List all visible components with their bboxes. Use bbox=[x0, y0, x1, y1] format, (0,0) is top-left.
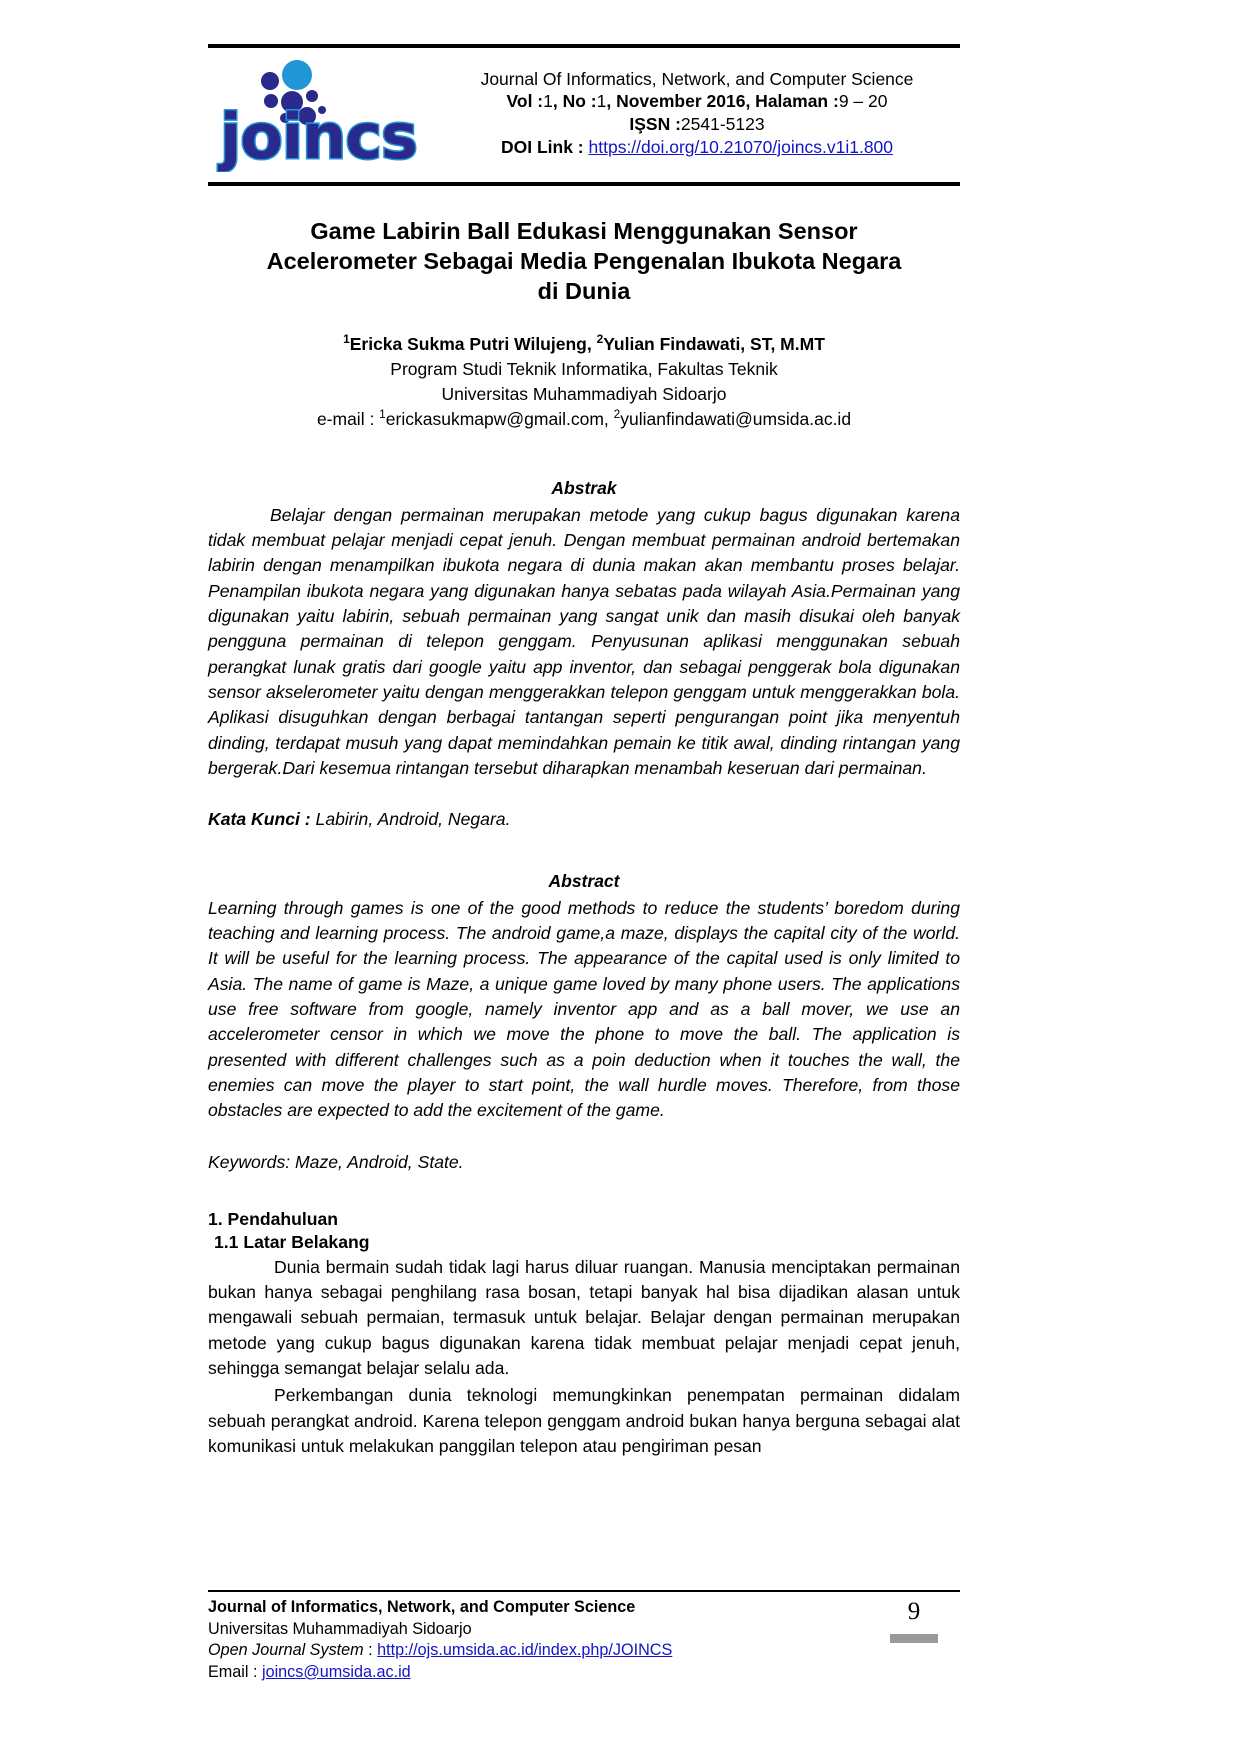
section-heading-1: 1. Pendahuluan bbox=[208, 1208, 339, 1229]
email-1: erickasukmapw@gmail.com, bbox=[385, 408, 614, 429]
author-1-name: Ericka Sukma Putri Wilujeng, bbox=[349, 334, 597, 355]
joincs-logo-icon bbox=[208, 54, 440, 172]
footer-ojs-link[interactable]: http://ojs.umsida.ac.id/index.php/JOINCS bbox=[377, 1641, 673, 1660]
author-block bbox=[208, 332, 960, 431]
vol-value: 1 bbox=[543, 91, 553, 112]
author-university: Universitas Muhammadiyah Sidoarjo bbox=[441, 383, 727, 404]
abstract-body: Learning through games is one of the good methods to reduce the students’ boredom during teaching and learning process. The android game,a maze, displays the capital city of the world. It will be useful for the learning process. The appearance of the capital used is only limited to Asia. The name of game is Maze, a unique game loved by many phone users. The applications use free software from google, namely inventor app and as a ball mover, we use an accelerometer censor in which we move the phone to move the ball. The application is presented with different challenges such as a poin deduction when it touches the wall, the enemies can move the player to start point, the wall hurdle moves. Therefore, from those obstacles are expected to add the excitement of the game. bbox=[208, 897, 960, 1121]
abstrak-body: Belajar dengan permainan merupakan metode yang cukup bagus digunakan karena tidak membuat pelajar menjadi cepat jenuh. Dengan membuat permainan android bertemakan labirin dengan menampilkan ibukota negara di dunia makan akan membantu proses belajar. Penampilan ibukota negara yang digunakan hanya sebatas pada wilayah Asia.Permainan yang digunakan yaitu labirin, sebuah permainan yang sangat unik dan masih disukai oleh banyak pengguna permainan di telepon genggam. Penyusunan aplikasi menggunakan sebuah perangkat lunak gratis dari google yaitu app inventor, dan sebagai penggerak bola digunakan sensor akselerometer yaitu dengan menggerakkan telepon genggam untuk menggerakkan bola. Aplikasi disuguhkan dengan berbagai tantangan seperti pengurangan point jika menyentuh dinding, terdapat musuh yang dapat memindahkan pemain ke titik awal, dinding rintangan yang bergerak.Dari kesemua rintangan tersebut diharapkan menambah keseruan dari permainan. bbox=[208, 504, 960, 778]
vol-label: Vol : bbox=[506, 91, 544, 112]
footer-ojs-label: Open Journal System bbox=[208, 1641, 364, 1660]
author-1-superscript: 1 bbox=[343, 332, 350, 347]
author-names bbox=[208, 332, 960, 357]
pages-label: , Halaman : bbox=[745, 91, 839, 112]
section-paragraph-1: Dunia bermain sudah tidak lagi harus diluar ruangan. Manusia menciptakan permainan bukan hanya sebagai penghilang rasa bosan, tetapi banyak hal bisa dijadikan alasan untuk mengawali sebuah permaian, termasuk untuk belajar. Belajar dengan permainan merupakan metode yang cukup bagus digunakan karena tidak membuat pelajar menjadi cepat jenuh, sehingga semangat belajar selalu ada. bbox=[208, 1256, 960, 1379]
email-2: yulianfindawati@umsida.ac.id bbox=[620, 408, 852, 429]
issn-line bbox=[440, 113, 954, 136]
author-department: Program Studi Teknik Informatika, Fakultas Teknik bbox=[390, 359, 778, 380]
author-emails bbox=[208, 407, 960, 432]
page-title: Game Labirin Ball Edukasi Menggunakan Sensor Acelerometer Sebagai Media Pengenalan Ibukota Negara di Dunia bbox=[266, 218, 902, 305]
author-2-name: Yulian Findawati, ST, M.MT bbox=[603, 334, 825, 355]
footer-ojs-separator: : bbox=[363, 1641, 378, 1660]
page-number-bar bbox=[890, 1634, 938, 1643]
abstrak-keywords-label: Kata Kunci : bbox=[208, 809, 316, 830]
masthead-text bbox=[440, 68, 960, 159]
abstrak-keywords-value: Labirin, Android, Negara. bbox=[315, 809, 511, 830]
masthead-bottom-rule bbox=[208, 182, 960, 186]
footer-left bbox=[208, 1597, 672, 1683]
issn-label: IŞSN : bbox=[629, 114, 681, 134]
abstrak-keywords bbox=[208, 807, 960, 832]
email-label: e-mail : bbox=[316, 408, 380, 429]
issue-line bbox=[440, 90, 954, 113]
page-footer bbox=[208, 1590, 960, 1683]
abstract-heading: Abstract bbox=[548, 870, 620, 891]
footer-university: Universitas Muhammadiyah Sidoarjo bbox=[208, 1619, 472, 1638]
footer-email-link[interactable]: joincs@umsida.ac.id bbox=[261, 1662, 411, 1681]
footer-journal: Journal of Informatics, Network, and Computer Science bbox=[208, 1598, 636, 1616]
doi-label: DOI Link : bbox=[500, 136, 584, 157]
issn-value: 2541-5123 bbox=[680, 114, 765, 134]
no-label: , No : bbox=[552, 91, 597, 112]
section-heading-1-1: 1.1 Latar Belakang bbox=[214, 1231, 370, 1252]
abstract-keywords: Keywords: Maze, Android, State. bbox=[208, 1151, 464, 1172]
footer-ojs-line bbox=[208, 1640, 672, 1662]
footer-email-label: Email : bbox=[208, 1662, 262, 1681]
pages-value: 9 – 20 bbox=[838, 91, 888, 112]
masthead bbox=[208, 48, 960, 178]
author-2-superscript: 2 bbox=[596, 332, 604, 347]
email-2-superscript: 2 bbox=[613, 406, 621, 421]
journal-logo bbox=[208, 54, 440, 172]
footer-row bbox=[208, 1592, 960, 1683]
page-number: 9 bbox=[907, 1598, 921, 1625]
doi-line bbox=[440, 136, 954, 159]
email-1-superscript: 1 bbox=[379, 406, 386, 421]
abstrak-heading: Abstrak bbox=[551, 477, 617, 498]
page-content bbox=[208, 0, 960, 1459]
footer-email-line bbox=[208, 1662, 672, 1684]
doi-link[interactable]: https://doi.org/10.21070/joincs.v1i1.800 bbox=[588, 136, 894, 157]
journal-title: Journal Of Informatics, Network, and Computer Science bbox=[480, 68, 914, 89]
footer-right bbox=[868, 1597, 960, 1643]
no-value: 1 bbox=[596, 91, 607, 112]
section-paragraph-2: Perkembangan dunia teknologi memungkinkan penempatan permainan didalam sebuah perangkat android. Karena telepon genggam android bukan hanya berguna sebagai alat komunikasi untuk melakukan panggilan telepon atau pengiriman pesan bbox=[208, 1385, 960, 1457]
issue-date: , November 2016 bbox=[606, 91, 746, 112]
svg-text:joincs: joincs bbox=[220, 100, 417, 172]
